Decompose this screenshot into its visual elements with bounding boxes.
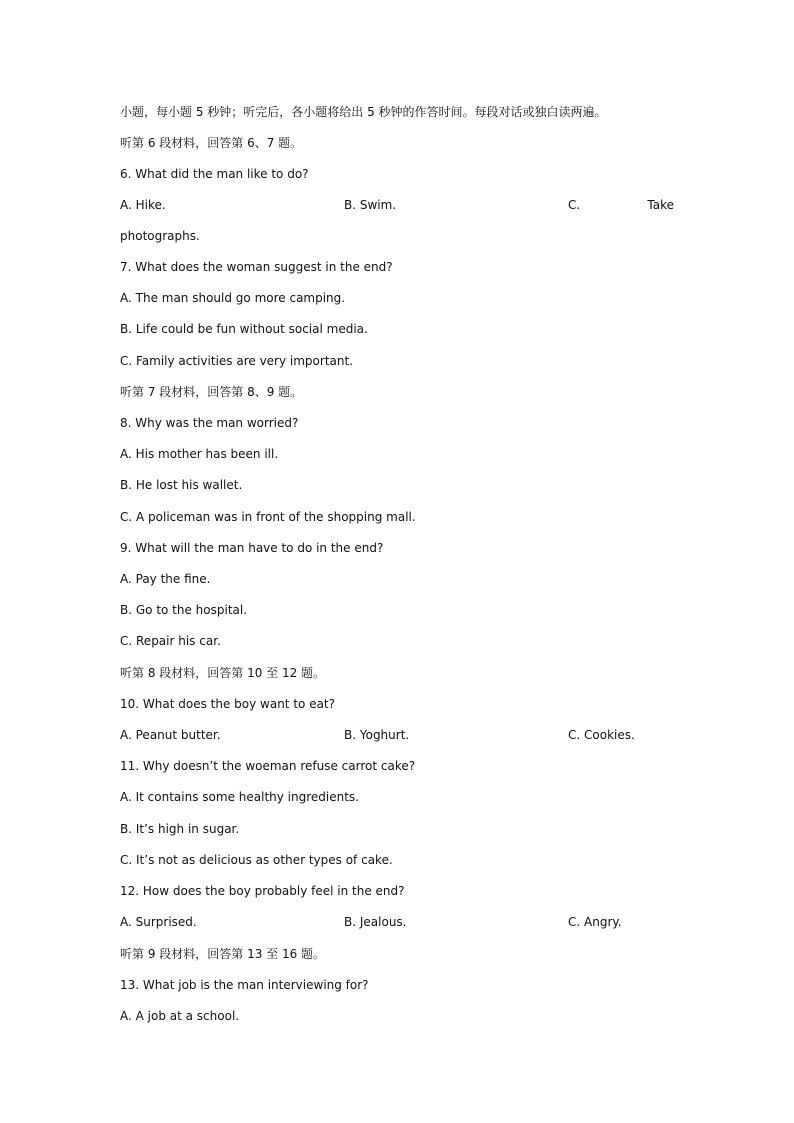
exam-page: [120, 0, 680, 1123]
option-a: A. It contains some healthy ingredients.: [120, 790, 359, 804]
question-6-options: [120, 195, 680, 215]
option-c: C. A policeman was in front of the shopping mall.: [120, 510, 416, 524]
question-6: 6. What did the man like to do?: [120, 167, 309, 181]
option-b: B. Yoghurt.: [344, 728, 410, 742]
section-heading-8: 听第 8 段材料，回答第 10 至 12 题。: [120, 666, 326, 680]
option-c-continued: photographs.: [120, 229, 200, 243]
question-8: 8. Why was the man worried?: [120, 416, 299, 430]
question-13: 13. What job is the man interviewing for?: [120, 978, 369, 992]
question-7: 7. What does the woman suggest in the end?: [120, 260, 393, 274]
option-a: A. Pay the fine.: [120, 572, 211, 586]
option-b: B. Life could be fun without social media.: [120, 322, 368, 336]
option-b: B. He lost his wallet.: [120, 478, 243, 492]
option-c-text: Take: [647, 198, 674, 212]
option-b: B. Jealous.: [344, 915, 407, 929]
option-a: A. Peanut butter.: [120, 728, 221, 742]
question-12: 12. How does the boy probably feel in the end?: [120, 884, 405, 898]
section-heading-6: 听第 6 段材料，回答第 6、7 题。: [120, 136, 303, 150]
option-a: A. A job at a school.: [120, 1009, 240, 1023]
question-10-options: [120, 725, 680, 745]
option-a: A. His mother has been ill.: [120, 447, 279, 461]
option-b: B. It’s high in sugar.: [120, 822, 240, 836]
question-12-options: [120, 912, 680, 932]
question-11: 11. Why doesn’t the woeman refuse carrot cake?: [120, 759, 416, 773]
question-9: 9. What will the man have to do in the end?: [120, 541, 384, 555]
section-heading-7: 听第 7 段材料，回答第 8、9 题。: [120, 385, 303, 399]
option-b: B. Swim.: [344, 198, 397, 212]
option-b: B. Go to the hospital.: [120, 603, 248, 617]
section-heading-9: 听第 9 段材料，回答第 13 至 16 题。: [120, 947, 326, 961]
option-a: A. Surprised.: [120, 915, 197, 929]
option-c: C. Cookies.: [568, 728, 635, 742]
option-c: C. Angry.: [568, 915, 622, 929]
option-a: A. Hike.: [120, 198, 166, 212]
option-c: C. It’s not as delicious as other types of cake.: [120, 853, 393, 867]
option-c: C. Family activities are very important.: [120, 354, 354, 368]
question-10: 10. What does the boy want to eat?: [120, 697, 335, 711]
option-c: C.: [568, 198, 581, 212]
section-instructions: 小题，每小题 5 秒钟；听完后，各小题将给出 5 秒钟的作答时间。每段对话或独白读两遍。: [120, 105, 607, 119]
option-c: C. Repair his car.: [120, 634, 221, 648]
option-a: A. The man should go more camping.: [120, 291, 346, 305]
